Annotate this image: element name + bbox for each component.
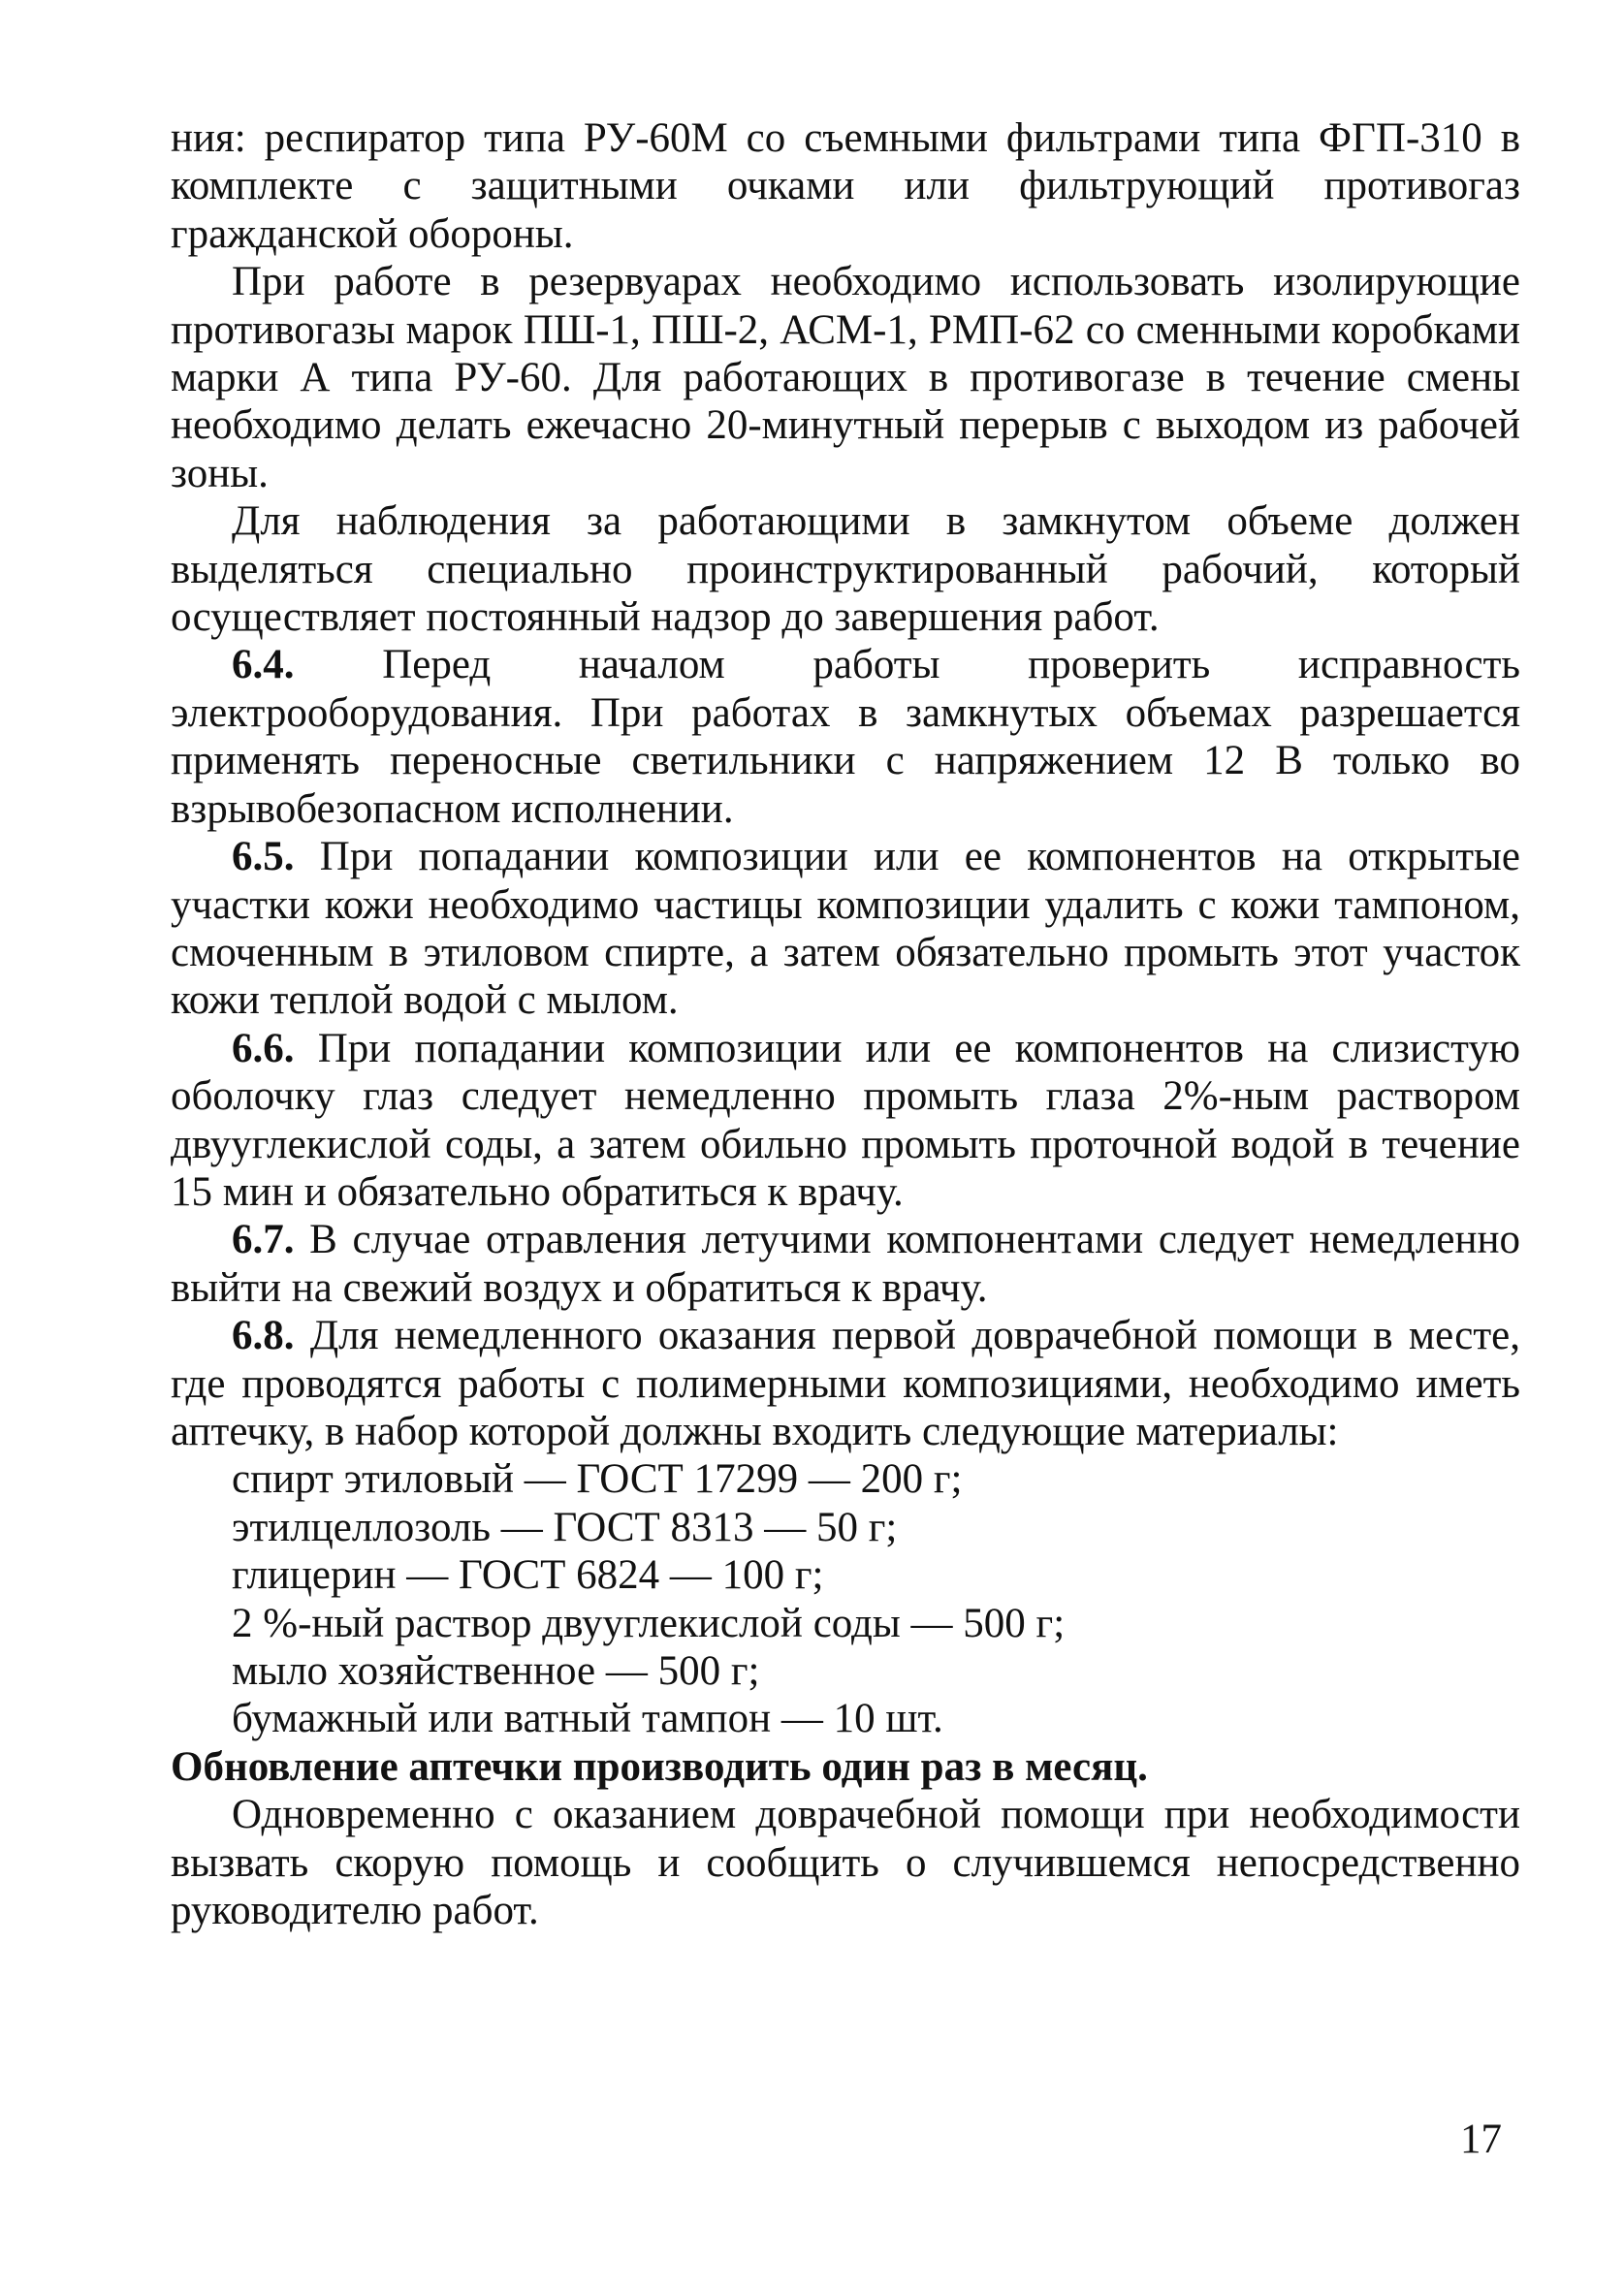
section-6-6 bbox=[171, 1025, 1520, 1217]
section-number: 6.7. bbox=[232, 1217, 295, 1263]
section-text: При попадании композиции или ее компонентов на открытые участки кожи необходимо частицы композиции удалить с кожи тампоном, смоченным в этиловом спирте, а затем обязательно промыть этот участок кожи теплой водой с мылом. bbox=[171, 834, 1520, 1024]
section-6-4 bbox=[171, 641, 1520, 833]
section-text: Для немедленного оказания первой доврачебной помощи в месте, где проводятся работы с полимерными композициями, необходимо иметь аптечку, в набор которой должны входить следующие материалы: bbox=[171, 1313, 1520, 1454]
list-item: спирт этиловый — ГОСТ 17299 — 200 г; bbox=[232, 1456, 963, 1503]
document-page bbox=[171, 114, 1520, 1934]
section-number: 6.6. bbox=[232, 1025, 295, 1071]
first-aid-kit-list bbox=[171, 1455, 1520, 1742]
section-6-7 bbox=[171, 1216, 1520, 1312]
kit-update-note: Обновление аптечки производить один раз в месяц. bbox=[171, 1743, 1148, 1790]
list-item: мыло хозяйственное — 500 г; bbox=[232, 1648, 760, 1694]
section-text: В случае отравления летучими компонентами следует немедленно выйти на свежий воздух и обратиться к врачу. bbox=[171, 1217, 1520, 1311]
section-6-5 bbox=[171, 833, 1520, 1025]
list-item: глицерин — ГОСТ 6824 — 100 г; bbox=[232, 1552, 824, 1599]
paragraph-continuation: ния: респиратор типа РУ-60М со съемными фильтрами типа ФГП-310 в комплекте с защитными очками или фильтрующий противогаз гражданской обороны. bbox=[171, 115, 1520, 257]
list-item: этилцеллозоль — ГОСТ 8313 — 50 г; bbox=[232, 1504, 898, 1550]
page-number: 17 bbox=[1460, 2117, 1502, 2162]
section-text: Перед началом работы проверить исправность электрооборудования. При работах в замкнутых объемах разрешается применять переносные светильники с напряжением 12 В только во взрывобезопасном исполнении. bbox=[171, 642, 1520, 832]
paragraph-observation: Для наблюдения за работающими в замкнутом объеме должен выделяться специально проинструктированный рабочий, который осуществляет постоянный надзор до завершения работ. bbox=[171, 498, 1520, 641]
paragraph-reservoirs: При работе в резервуарах необходимо использовать изолирующие противогазы марок ПШ-1, ПШ-2, АСМ-1, РМП-62 со сменными коробками марки А типа РУ-60. Для работающих в противогазе в течение смены необходимо делать ежечасно 20-минутный перерыв с выходом из рабочей зоны. bbox=[171, 259, 1520, 496]
list-item: бумажный или ватный тампон — 10 шт. bbox=[232, 1696, 943, 1742]
section-number: 6.5. bbox=[232, 834, 295, 880]
section-text: При попадании композиции или ее компонентов на слизистую оболочку глаз следует немедленно промыть глаза 2%-ным раствором двууглекислой соды, а затем обильно промыть проточной водой в течение 15 мин и обязательно обратиться к врачу. bbox=[171, 1025, 1520, 1215]
section-number: 6.8. bbox=[232, 1313, 295, 1359]
section-6-8 bbox=[171, 1312, 1520, 1455]
section-number: 6.4. bbox=[232, 642, 295, 688]
paragraph-final: Одновременно с оказанием доврачебной помощи при необходимости вызвать скорую помощь и сообщить о случившемся непосредственно руководителю работ. bbox=[171, 1792, 1520, 1934]
list-item: 2 %-ный раствор двууглекислой соды — 500 г; bbox=[232, 1600, 1066, 1646]
